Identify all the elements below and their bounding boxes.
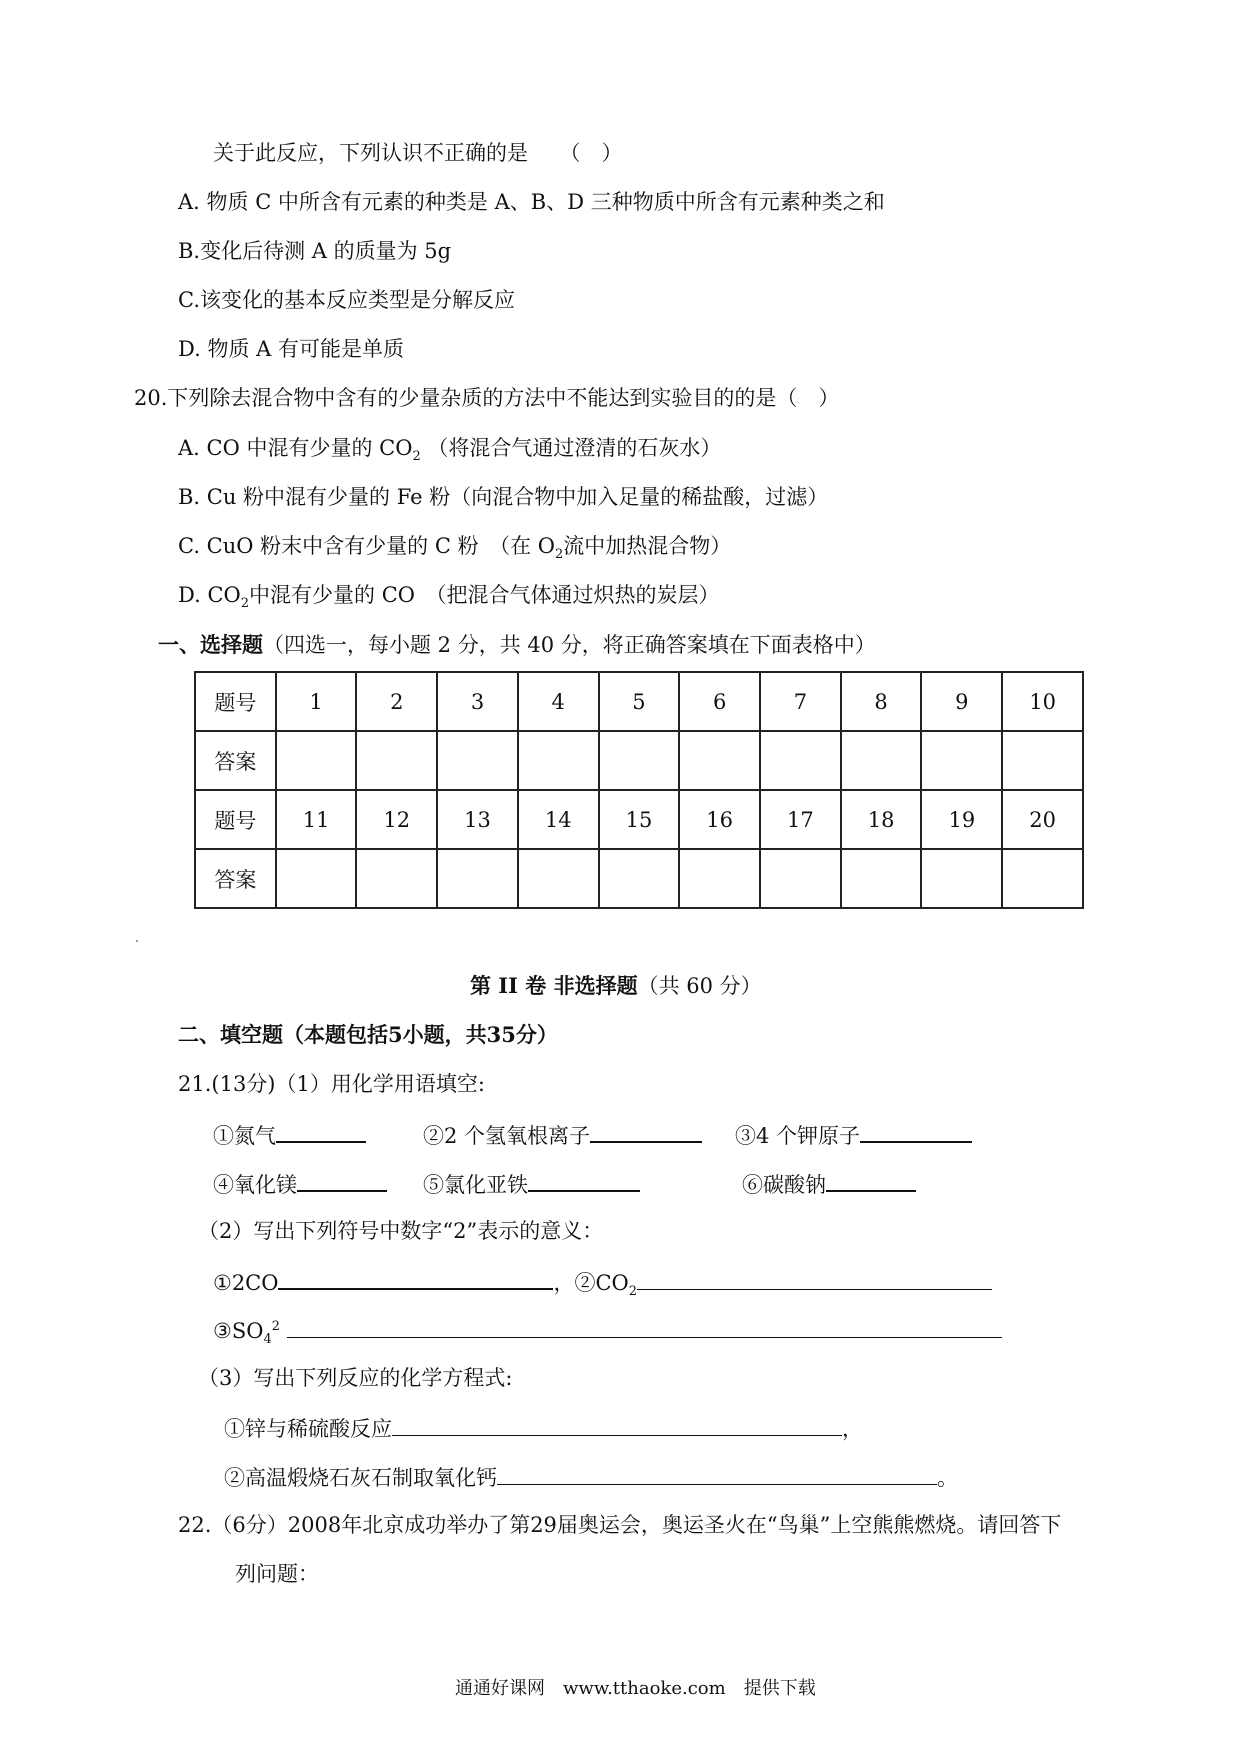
q20-stem: 20.下列除去混合物中含有的少量杂质的方法中不能达到实验目的的是（ ） bbox=[134, 386, 840, 410]
question-number-cell: 11 bbox=[276, 790, 357, 849]
answer-cell[interactable] bbox=[356, 849, 437, 908]
answer-table-answer-row-1 bbox=[195, 731, 1083, 790]
question-number-cell: 13 bbox=[437, 790, 518, 849]
answer-cell[interactable] bbox=[921, 731, 1002, 790]
question-number-cell: 4 bbox=[518, 672, 599, 731]
q20-option-d: D. $CO_2$中混有少量的 CO （把混合气体通过炽热的炭层） bbox=[178, 583, 720, 612]
answer-table-number-row-1 bbox=[195, 672, 1083, 731]
page-footer: 通通好课网 www.tthaoke.com 提供下载 bbox=[455, 1678, 816, 1699]
fill-blank[interactable] bbox=[590, 1123, 702, 1143]
question-number-cell: 17 bbox=[760, 790, 841, 849]
table-label-number: 题号 bbox=[195, 790, 276, 849]
fill-blank[interactable] bbox=[392, 1417, 842, 1436]
q21-stem: 21.(13分)（1）用化学用语填空: bbox=[178, 1072, 485, 1096]
answer-cell[interactable] bbox=[599, 731, 680, 790]
question-number-cell: 14 bbox=[518, 790, 599, 849]
answer-cell[interactable] bbox=[679, 849, 760, 908]
fill-blank[interactable] bbox=[278, 1270, 553, 1290]
q21-item-6: ⑥碳酸钠 bbox=[742, 1172, 916, 1196]
answer-cell[interactable] bbox=[760, 731, 841, 790]
q19-stem: 关于此反应，下列认识不正确的是 （ ） bbox=[213, 141, 623, 165]
answer-table-answer-row-2 bbox=[195, 849, 1083, 908]
section2-heading: 二、填空题（本题包括5小题，共35分） bbox=[178, 1022, 558, 1047]
table-label-number: 题号 bbox=[195, 672, 276, 731]
answer-cell[interactable] bbox=[276, 849, 357, 908]
question-number-cell: 9 bbox=[921, 672, 1002, 731]
q21-item-2: ②2 个氢氧根离子 bbox=[423, 1123, 702, 1147]
question-number-cell: 19 bbox=[921, 790, 1002, 849]
question-number-cell: 5 bbox=[599, 672, 680, 731]
fill-blank[interactable] bbox=[287, 1319, 1002, 1338]
q20-option-a: A. CO 中混有少量的 $CO_2$ （将混合气通过澄清的石灰水） bbox=[178, 436, 722, 465]
answer-table bbox=[194, 671, 1084, 909]
section1-heading: 一、选择题（四选一，每小题 2 分，共 40 分，将正确答案填在下面表格中） bbox=[158, 632, 876, 657]
stray-dot bbox=[136, 940, 138, 942]
fill-blank[interactable] bbox=[826, 1172, 916, 1192]
fill-blank[interactable] bbox=[297, 1172, 387, 1192]
q21-part2-a: ①2CO ，$②CO_2$ bbox=[213, 1270, 992, 1294]
q21-item-4: ④氧化镁 bbox=[213, 1172, 387, 1196]
q19-option-a: A. 物质 C 中所含有元素的种类是 A、B、D 三种物质中所含有元素种类之和 bbox=[178, 190, 885, 214]
question-number-cell: 1 bbox=[276, 672, 357, 731]
q21-item-1: ①氮气 bbox=[213, 1123, 366, 1147]
fill-blank[interactable] bbox=[528, 1172, 640, 1192]
q20-option-c: C. CuO 粉末中含有少量的 C 粉 （在 $O_2$流中加热混合物） bbox=[178, 534, 732, 563]
q21-part2-prompt: （2）写出下列符号中数字“2”表示的意义： bbox=[198, 1219, 604, 1243]
question-number-cell: 15 bbox=[599, 790, 680, 849]
answer-cell[interactable] bbox=[518, 849, 599, 908]
answer-table-number-row-2 bbox=[195, 790, 1083, 849]
question-number-cell: 12 bbox=[356, 790, 437, 849]
q22-line-1: 22.（6分）2008年北京成功举办了第29届奥运会，奥运圣火在“鸟巢”上空熊熊燃烧。请回答下 bbox=[178, 1513, 1062, 1537]
answer-cell[interactable] bbox=[518, 731, 599, 790]
answer-cell[interactable] bbox=[921, 849, 1002, 908]
answer-cell[interactable] bbox=[841, 731, 922, 790]
question-number-cell: 7 bbox=[760, 672, 841, 731]
answer-cell[interactable] bbox=[1002, 731, 1083, 790]
answer-cell[interactable] bbox=[276, 731, 357, 790]
question-number-cell: 10 bbox=[1002, 672, 1083, 731]
question-number-cell: 16 bbox=[679, 790, 760, 849]
fill-blank[interactable] bbox=[276, 1123, 366, 1143]
table-label-answer: 答案 bbox=[195, 849, 276, 908]
q21-part2-c: $③SO_4^2$ bbox=[213, 1319, 1002, 1342]
answer-cell[interactable] bbox=[437, 731, 518, 790]
question-number-cell: 3 bbox=[437, 672, 518, 731]
q21-part3-b: ②高温煅烧石灰石制取氧化钙 。 bbox=[224, 1466, 958, 1490]
answer-cell[interactable] bbox=[841, 849, 922, 908]
answer-cell[interactable] bbox=[356, 731, 437, 790]
q21-item-5: ⑤氯化亚铁 bbox=[423, 1172, 640, 1196]
q19-option-c: C.该变化的基本反应类型是分解反应 bbox=[178, 288, 515, 312]
q21-part3-a: ①锌与稀硫酸反应 ， bbox=[224, 1417, 863, 1441]
question-number-cell: 20 bbox=[1002, 790, 1083, 849]
q21-part3-prompt: （3）写出下列反应的化学方程式: bbox=[198, 1366, 513, 1390]
part2-heading: 第 II 卷 非选择题（共 60 分） bbox=[470, 973, 762, 998]
answer-cell[interactable] bbox=[679, 731, 760, 790]
answer-cell[interactable] bbox=[760, 849, 841, 908]
q22-line-2: 列问题： bbox=[235, 1562, 319, 1586]
q20-option-b: B. Cu 粉中混有少量的 Fe 粉（向混合物中加入足量的稀盐酸，过滤） bbox=[178, 485, 829, 509]
answer-cell[interactable] bbox=[1002, 849, 1083, 908]
answer-cell[interactable] bbox=[599, 849, 680, 908]
question-number-cell: 18 bbox=[841, 790, 922, 849]
question-number-cell: 2 bbox=[356, 672, 437, 731]
question-number-cell: 6 bbox=[679, 672, 760, 731]
table-label-answer: 答案 bbox=[195, 731, 276, 790]
q19-option-d: D. 物质 A 有可能是单质 bbox=[178, 337, 404, 361]
q19-option-b: B.变化后待测 A 的质量为 5g bbox=[178, 239, 452, 263]
fill-blank[interactable] bbox=[860, 1123, 972, 1143]
fill-blank[interactable] bbox=[497, 1466, 937, 1485]
q21-item-3: ③4 个钾原子 bbox=[735, 1123, 972, 1147]
fill-blank[interactable] bbox=[637, 1271, 992, 1290]
answer-cell[interactable] bbox=[437, 849, 518, 908]
question-number-cell: 8 bbox=[841, 672, 922, 731]
